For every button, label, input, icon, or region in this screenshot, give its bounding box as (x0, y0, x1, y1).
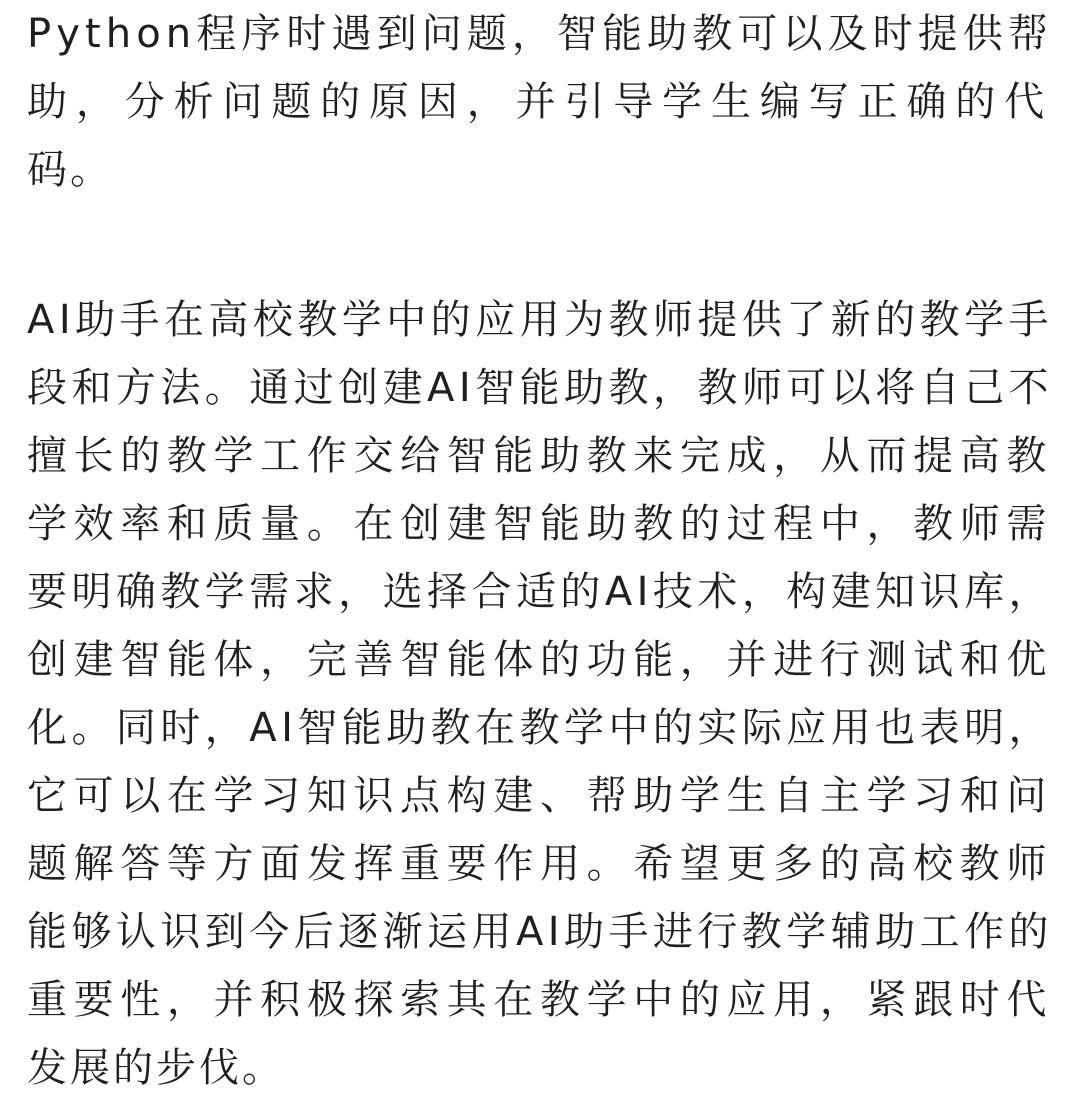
text-line: 码。 (27, 147, 113, 193)
text-line: 要明确教学需求，选择合适的AI技术，构建知识库， (27, 569, 1053, 615)
text-line: 它可以在学习知识点构建、帮助学生自主学习和问 (27, 773, 1053, 819)
text-line: Python程序时遇到问题，智能助教可以及时提供帮 (27, 11, 1053, 57)
text-line: 段和方法。通过创建AI智能助教，教师可以将自己不 (27, 365, 1053, 411)
text-line: 化。同时，AI智能助教在教学中的实际应用也表明， (27, 705, 1053, 751)
text-line: 能够认识到今后逐渐运用AI助手进行教学辅助工作的 (27, 909, 1053, 955)
paragraph-1 (27, 0, 1053, 204)
text-line: 题解答等方面发挥重要作用。希望更多的高校教师 (27, 841, 1053, 887)
text-line: 创建智能体，完善智能体的功能，并进行测试和优 (27, 637, 1053, 683)
paragraph-spacer (27, 204, 1053, 286)
text-line: 发展的步伐。 (27, 1045, 285, 1091)
text-line: 助，分析问题的原因，并引导学生编写正确的代 (27, 79, 1053, 125)
text-line: AI助手在高校教学中的应用为教师提供了新的教学手 (27, 297, 1053, 343)
text-line: 擅长的教学工作交给智能助教来完成，从而提高教 (27, 433, 1053, 479)
paragraph-2 (27, 286, 1053, 1102)
article-body (27, 0, 1053, 1102)
text-line: 学效率和质量。在创建智能助教的过程中，教师需 (27, 501, 1053, 547)
text-line: 重要性，并积极探索其在教学中的应用，紧跟时代 (27, 977, 1053, 1023)
